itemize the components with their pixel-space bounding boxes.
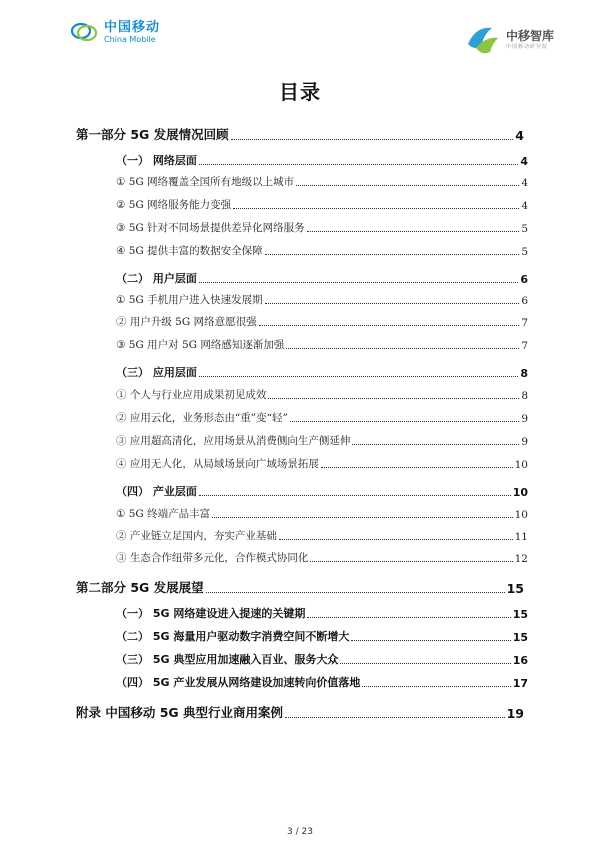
toc-leader-dots — [233, 208, 519, 209]
toc-leader-dots — [268, 398, 519, 399]
toc-entry-label: ① 5G 手机用户进入快速发展期 — [116, 294, 263, 306]
china-mobile-logo-icon — [70, 20, 100, 44]
toc-entry-label: （二） 用户层面 — [116, 272, 197, 285]
toc-entry-label: ③ 5G 用户对 5G 网络感知逐渐加强 — [116, 339, 285, 351]
toc-entry-page: 10 — [514, 459, 528, 471]
toc-entry[interactable] — [116, 606, 528, 621]
toc-entry-label: ① 5G 网络覆盖全国所有地级以上城市 — [116, 176, 295, 188]
toc-entry-label: ③ 5G 针对不同场景提供差异化网络服务 — [116, 222, 305, 234]
toc-entry[interactable] — [116, 675, 528, 690]
toc-entry[interactable] — [116, 433, 528, 448]
toc-entry-label: ③ 生态合作纽带多元化，合作模式协同化 — [116, 552, 309, 564]
toc-entry-label: 第二部分 5G 发展展望 — [76, 580, 204, 595]
toc-entry-page: 7 — [521, 340, 528, 352]
toc-leader-dots — [321, 467, 513, 468]
china-mobile-logo — [70, 20, 160, 44]
toc-entry-label: ② 5G 网络服务能力变强 — [116, 199, 232, 211]
toc-entry[interactable] — [116, 174, 528, 189]
toc-entry-page: 10 — [512, 486, 528, 499]
toc-leader-dots — [290, 421, 520, 422]
toc-leader-dots — [206, 592, 505, 593]
toc-entry-page: 4 — [521, 177, 528, 189]
toc-entry[interactable] — [116, 550, 528, 565]
toc-entry-page: 5 — [521, 223, 528, 235]
toc-leader-dots — [340, 663, 510, 664]
toc-leader-dots — [310, 561, 512, 562]
toc-leader-dots — [279, 539, 513, 540]
toc-leader-dots — [199, 164, 519, 165]
toc-entry-page: 15 — [512, 631, 528, 644]
toc-leader-dots — [212, 517, 512, 518]
toc-entry[interactable] — [116, 629, 528, 644]
toc-entry-label: ② 应用云化，业务形态由“重”变“轻” — [116, 412, 288, 424]
cmri-think-tank-logo — [462, 22, 554, 58]
toc-entry[interactable] — [116, 365, 528, 380]
toc-leader-dots — [307, 617, 510, 618]
toc-entry[interactable] — [116, 292, 528, 307]
toc-entry-page: 15 — [506, 581, 524, 596]
toc-entry-page: 12 — [514, 553, 528, 565]
toc-leader-dots — [352, 444, 519, 445]
toc-entry[interactable] — [116, 484, 528, 499]
toc-leader-dots — [285, 717, 505, 718]
toc-entry[interactable] — [116, 271, 528, 286]
toc-entry-label: （四） 产业层面 — [116, 485, 197, 498]
toc-entry[interactable] — [116, 220, 528, 235]
toc-entry[interactable] — [116, 314, 528, 329]
toc-entry[interactable] — [116, 652, 528, 667]
toc-leader-dots — [362, 686, 510, 687]
toc-entry-page: 6 — [521, 295, 528, 307]
toc-entry-page: 9 — [521, 436, 528, 448]
toc-entry-page: 11 — [514, 531, 528, 543]
toc-entry-page: 15 — [512, 608, 528, 621]
toc-entry-label: （三） 应用层面 — [116, 366, 197, 379]
toc-entry-page: 7 — [521, 317, 528, 329]
toc-entry-label: ② 用户升级 5G 网络意愿很强 — [116, 316, 257, 328]
toc-entry[interactable] — [76, 578, 524, 596]
toc-entry-label: 附录 中国移动 5G 典型行业商用案例 — [76, 705, 284, 720]
toc-entry-page: 9 — [521, 413, 528, 425]
toc-entry-label: ④ 应用无人化，从局域场景向广域场景拓展 — [116, 458, 319, 470]
toc-entry-page: 5 — [521, 246, 528, 258]
toc-entry[interactable] — [116, 337, 528, 352]
toc-entry-label: （一） 5G 网络建设进入提速的关键期 — [116, 607, 306, 620]
toc-entry-label: （一） 网络层面 — [116, 154, 197, 167]
toc-leader-dots — [265, 303, 520, 304]
toc-leader-dots — [199, 282, 519, 283]
toc-entry-page: 4 — [521, 200, 528, 212]
right-logo-sub: 中国移动研究院 — [505, 44, 548, 50]
toc-leader-dots — [231, 139, 514, 140]
toc-entry[interactable] — [116, 387, 528, 402]
toc-leader-dots — [286, 348, 519, 349]
toc-entry-label: （四） 5G 产业发展从网络建设加速转向价值落地 — [116, 676, 361, 689]
think-tank-logo-icon — [462, 22, 502, 58]
toc-entry-page: 17 — [512, 677, 528, 690]
toc-entry[interactable] — [116, 197, 528, 212]
toc-entry-page: 10 — [514, 509, 528, 521]
toc-entry-label: ③ 应用超高清化，应用场景从消费侧向生产侧延伸 — [116, 435, 351, 447]
page-number: 3 / 23 — [287, 827, 313, 837]
toc-leader-dots — [265, 254, 520, 255]
toc-entry-page: 19 — [506, 706, 524, 721]
toc-leader-dots — [199, 376, 519, 377]
toc-entry-page: 4 — [515, 128, 524, 143]
left-logo-cn: 中国移动 — [104, 19, 161, 35]
toc-entry-page: 16 — [512, 654, 528, 667]
toc-entry-label: ① 个人与行业应用成果初见成效 — [116, 389, 267, 401]
toc-entry-label: ① 5G 终端产品丰富 — [116, 508, 211, 520]
page-title: 目录 — [279, 80, 321, 104]
toc-entry-label: ④ 5G 提供丰富的数据安全保障 — [116, 245, 263, 257]
toc-entry[interactable] — [76, 703, 524, 721]
toc-entry[interactable] — [76, 125, 524, 143]
toc-entry-page: 8 — [521, 390, 528, 402]
toc-leader-dots — [307, 231, 520, 232]
toc-entry-page: 6 — [520, 273, 528, 286]
toc-entry-label: ② 产业链立足国内，夯实产业基础 — [116, 530, 277, 542]
toc-leader-dots — [259, 325, 520, 326]
toc-entry[interactable] — [116, 528, 528, 543]
toc-entry-page: 8 — [520, 367, 528, 380]
toc-leader-dots — [351, 640, 510, 641]
toc-entry[interactable] — [116, 410, 528, 425]
right-logo-cn: 中移智库 — [505, 29, 554, 43]
left-logo-en: China Mobile — [104, 34, 156, 44]
toc-entry-page: 4 — [520, 155, 528, 168]
page-header — [0, 0, 600, 60]
toc-entry[interactable] — [116, 243, 528, 258]
toc-entry-label: （二） 5G 海量用户驱动数字消费空间不断增大 — [116, 630, 350, 643]
toc-entry[interactable] — [116, 153, 528, 168]
toc-leader-dots — [296, 185, 519, 186]
toc-entry-label: （三） 5G 典型应用加速融入百业、服务大众 — [116, 653, 339, 666]
toc-entry[interactable] — [116, 456, 528, 471]
toc-entry-label: 第一部分 5G 发展情况回顾 — [76, 127, 229, 142]
toc-entry[interactable] — [116, 506, 528, 521]
toc-leader-dots — [199, 495, 511, 496]
